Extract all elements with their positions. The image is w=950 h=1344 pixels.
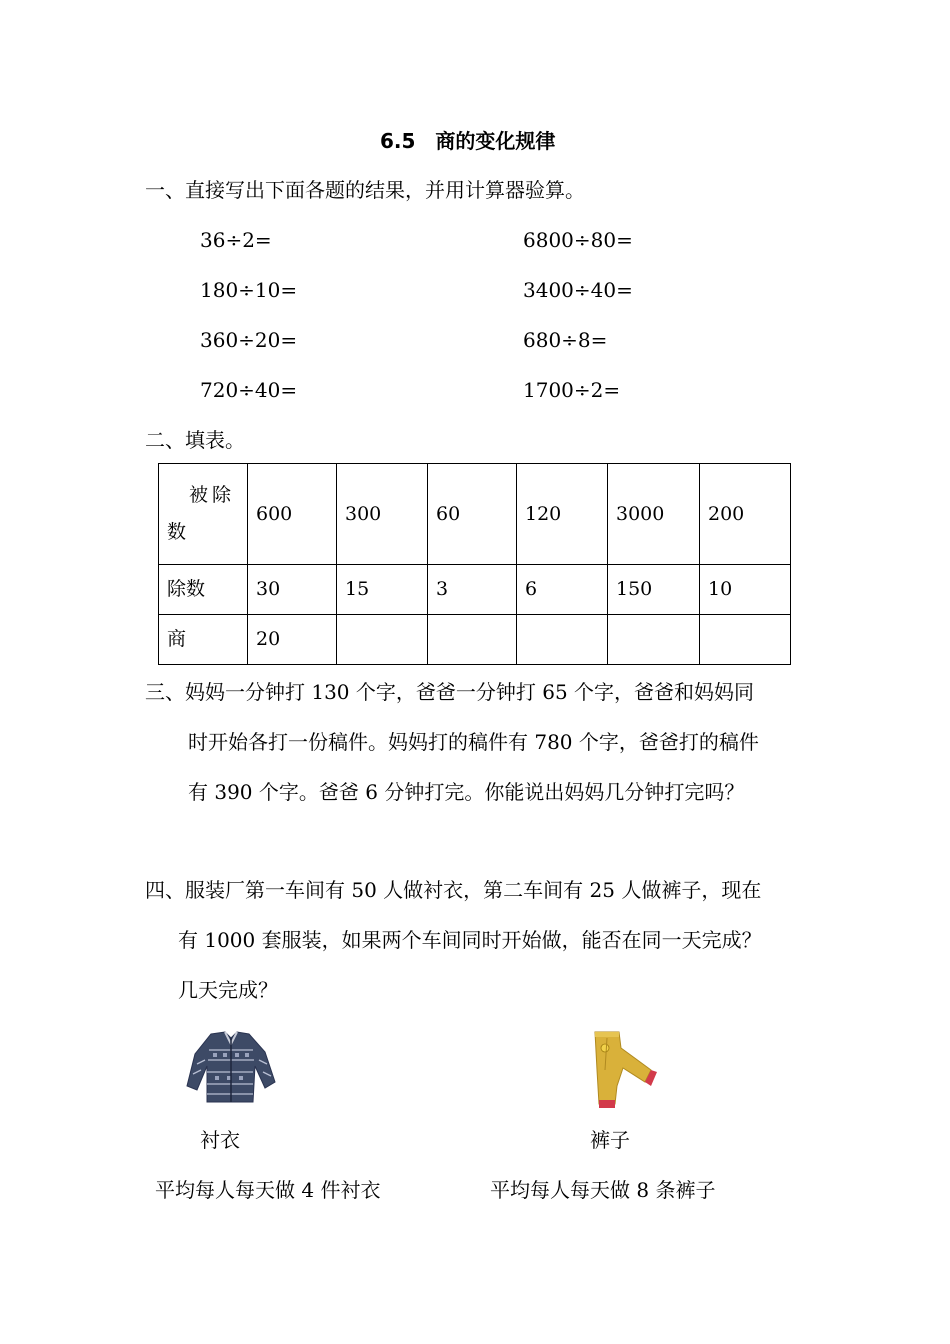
fill-table [158,463,791,665]
section4-line-3: 几天完成？ [178,978,278,1002]
table-cell: 600 [248,464,337,565]
table-cell: 60 [428,464,517,565]
section3-line-3: 有 390 个字。爸爸 6 分钟打完。你能说出妈妈几分钟打完吗？ [188,780,745,804]
section4-line-1: 四、服装厂第一车间有 50 人做衬衣，第二车间有 25 人做裤子，现在 [145,878,762,902]
row-label-divisor: 除数 [159,565,248,615]
table-cell: 200 [700,464,791,565]
problem-3-left: 360÷20= [200,328,298,352]
pants-label: 裤子 [590,1128,630,1152]
table-cell: 10 [700,565,791,615]
table-cell: 300 [337,464,428,565]
problem-4-left: 720÷40= [200,378,298,402]
problem-3-right: 680÷8= [523,328,608,352]
table-cell: 15 [337,565,428,615]
table-cell: 6 [517,565,608,615]
section3-line-2: 时开始各打一份稿件。妈妈打的稿件有 780 个字，爸爸打的稿件 [188,730,759,754]
table-cell: 150 [608,565,700,615]
problem-2-left: 180÷10= [200,278,298,302]
section1-heading: 一、直接写出下面各题的结果，并用计算器验算。 [145,178,585,202]
table-cell-blank[interactable] [517,615,608,665]
page-title: 6.5 商的变化规律 [380,129,556,153]
pants-icon [585,1030,665,1110]
table-row-dividend [159,464,791,565]
shirt-icon [185,1030,277,1104]
table-cell: 30 [248,565,337,615]
shirt-rate: 平均每人每天做 4 件衬衣 [155,1178,381,1202]
table-cell-blank[interactable] [428,615,517,665]
table-cell: 3000 [608,464,700,565]
table-cell-blank[interactable] [608,615,700,665]
problem-1-right: 6800÷80= [523,228,633,252]
table-cell: 20 [248,615,337,665]
section2-heading: 二、填表。 [145,428,245,452]
table-cell: 120 [517,464,608,565]
problem-2-right: 3400÷40= [523,278,633,302]
table-cell: 3 [428,565,517,615]
table-cell-blank[interactable] [337,615,428,665]
section3-line-1: 三、妈妈一分钟打 130 个字，爸爸一分钟打 65 个字，爸爸和妈妈同 [145,680,755,704]
pants-rate: 平均每人每天做 8 条裤子 [490,1178,716,1202]
problem-4-right: 1700÷2= [523,378,621,402]
section4-line-2: 有 1000 套服装，如果两个车间同时开始做，能否在同一天完成？ [178,928,762,952]
row-label-dividend: 被除 数 [159,464,248,565]
shirt-label: 衬衣 [200,1128,240,1152]
table-cell-blank[interactable] [700,615,791,665]
row-label-quotient: 商 [159,615,248,665]
table-row-quotient [159,615,791,665]
problem-1-left: 36÷2= [200,228,272,252]
table-row-divisor [159,565,791,615]
